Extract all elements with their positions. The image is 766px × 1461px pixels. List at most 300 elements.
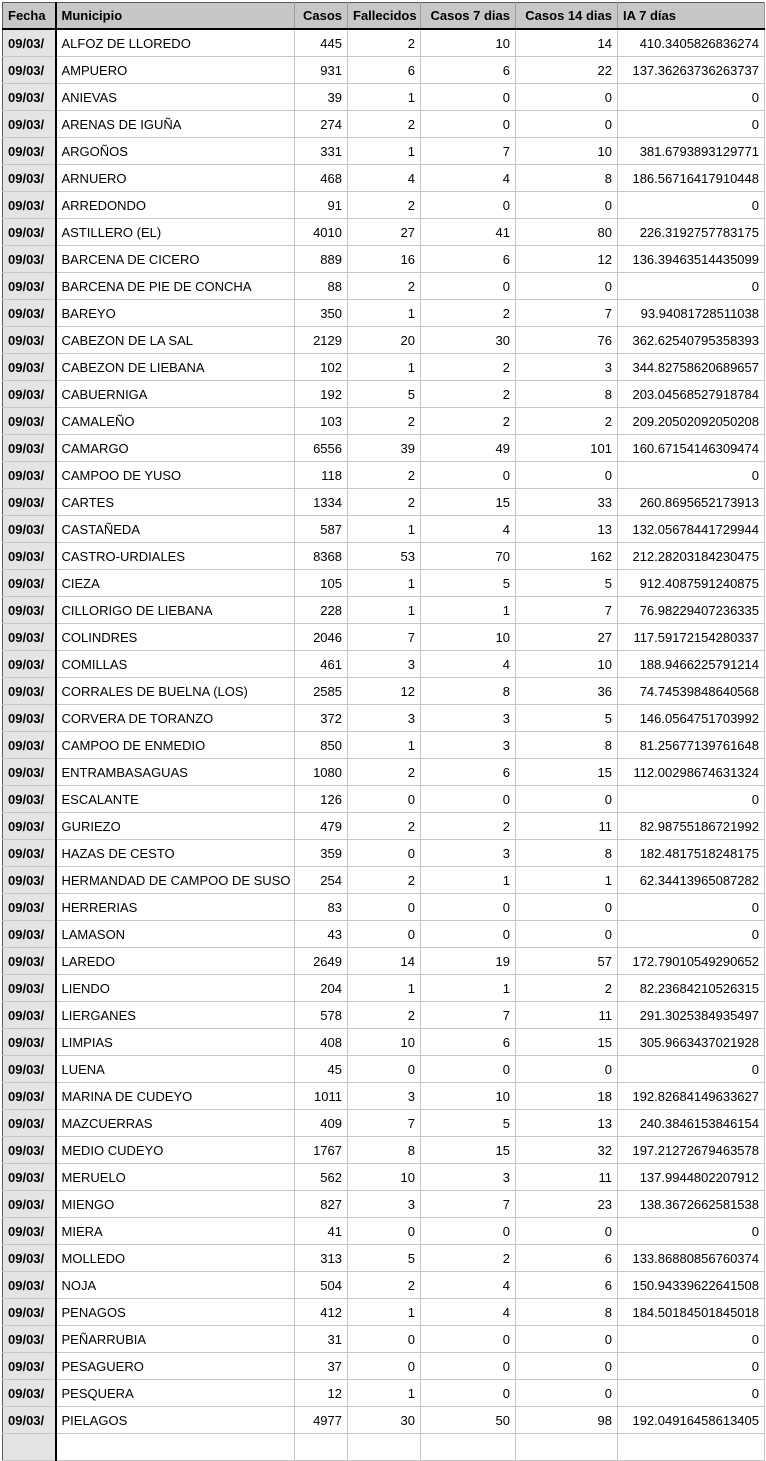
cell-municipio[interactable]: MIERA [56, 1218, 295, 1245]
cell-ia-7-dias[interactable]: 0 [618, 111, 765, 138]
cell-ia-7-dias[interactable]: 137.9944802207912 [618, 1164, 765, 1191]
cell-municipio[interactable]: HERMANDAD DE CAMPOO DE SUSO [56, 867, 295, 894]
cell-casos[interactable]: 461 [295, 651, 348, 678]
cell-fallecidos[interactable]: 0 [348, 786, 421, 813]
cell-municipio[interactable]: CASTAÑEDA [56, 516, 295, 543]
cell-casos-7-dias[interactable]: 2 [421, 408, 516, 435]
column-header-casos-14-dias[interactable]: Casos 14 dias [516, 3, 618, 30]
cell-fallecidos[interactable]: 7 [348, 624, 421, 651]
cell-casos[interactable]: 105 [295, 570, 348, 597]
column-header-ia-7-dias[interactable]: IA 7 días [618, 3, 765, 30]
cell-casos-14-dias[interactable]: 5 [516, 705, 618, 732]
cell-fallecidos[interactable]: 5 [348, 381, 421, 408]
cell-municipio[interactable]: LIMPIAS [56, 1029, 295, 1056]
cell-fallecidos[interactable]: 7 [348, 1110, 421, 1137]
cell-casos-7-dias[interactable]: 0 [421, 1056, 516, 1083]
cell-fallecidos[interactable]: 0 [348, 1326, 421, 1353]
cell-fallecidos[interactable]: 3 [348, 1191, 421, 1218]
cell-ia-7-dias[interactable]: 117.59172154280337 [618, 624, 765, 651]
cell-fecha[interactable]: 09/03/ [3, 1029, 56, 1056]
cell-fallecidos[interactable]: 0 [348, 1056, 421, 1083]
cell-casos-7-dias[interactable]: 0 [421, 273, 516, 300]
cell-casos-14-dias[interactable]: 2 [516, 975, 618, 1002]
cell-casos[interactable]: 39 [295, 84, 348, 111]
cell-casos-14-dias[interactable]: 0 [516, 894, 618, 921]
cell-fallecidos[interactable]: 6 [348, 57, 421, 84]
cell-fallecidos[interactable]: 1 [348, 354, 421, 381]
column-header-casos-7-dias[interactable]: Casos 7 dias [421, 3, 516, 30]
cell-fecha[interactable]: 09/03/ [3, 1218, 56, 1245]
cell-ia-7-dias[interactable]: 137.36263736263737 [618, 57, 765, 84]
cell-municipio[interactable]: PESQUERA [56, 1380, 295, 1407]
cell-fecha[interactable]: 09/03/ [3, 786, 56, 813]
cell-casos-7-dias[interactable]: 10 [421, 624, 516, 651]
cell-casos-14-dias[interactable]: 11 [516, 813, 618, 840]
cell-municipio[interactable]: CABUERNIGA [56, 381, 295, 408]
cell-casos-14-dias[interactable]: 3 [516, 354, 618, 381]
cell-casos-14-dias[interactable]: 15 [516, 759, 618, 786]
cell-casos[interactable]: 83 [295, 894, 348, 921]
cell-casos-7-dias[interactable]: 7 [421, 1002, 516, 1029]
cell-casos-7-dias[interactable]: 5 [421, 1110, 516, 1137]
cell-casos-14-dias[interactable]: 7 [516, 300, 618, 327]
cell-casos-7-dias[interactable]: 6 [421, 759, 516, 786]
cell-municipio[interactable]: LIENDO [56, 975, 295, 1002]
cell-municipio[interactable]: COMILLAS [56, 651, 295, 678]
cell-ia-7-dias[interactable]: 184.50184501845018 [618, 1299, 765, 1326]
cell-municipio[interactable]: ARENAS DE IGUÑA [56, 111, 295, 138]
cell-fallecidos[interactable]: 27 [348, 219, 421, 246]
cell-casos-14-dias[interactable]: 32 [516, 1137, 618, 1164]
cell-casos-7-dias[interactable]: 6 [421, 1029, 516, 1056]
cell-casos-7-dias[interactable]: 30 [421, 327, 516, 354]
cell-fallecidos[interactable]: 3 [348, 651, 421, 678]
cell-casos-14-dias[interactable]: 7 [516, 597, 618, 624]
cell-casos-7-dias[interactable]: 2 [421, 300, 516, 327]
cell-fallecidos[interactable]: 2 [348, 111, 421, 138]
cell-casos-14-dias[interactable]: 0 [516, 786, 618, 813]
cell-fecha[interactable]: 09/03/ [3, 273, 56, 300]
cell-casos-7-dias[interactable]: 4 [421, 651, 516, 678]
cell-casos-14-dias[interactable]: 5 [516, 570, 618, 597]
cell-casos-14-dias[interactable]: 11 [516, 1002, 618, 1029]
cell-fecha[interactable]: 09/03/ [3, 840, 56, 867]
cell-casos-7-dias[interactable]: 4 [421, 1272, 516, 1299]
cell-fecha[interactable]: 09/03/ [3, 597, 56, 624]
cell-casos-14-dias[interactable]: 8 [516, 381, 618, 408]
cell-casos-7-dias[interactable]: 15 [421, 1137, 516, 1164]
cell-casos[interactable]: 1011 [295, 1083, 348, 1110]
cell-fecha[interactable]: 09/03/ [3, 975, 56, 1002]
cell-casos[interactable]: 12 [295, 1380, 348, 1407]
cell-casos-14-dias[interactable]: 0 [516, 273, 618, 300]
cell-fecha[interactable]: 09/03/ [3, 1299, 56, 1326]
cell-fecha[interactable]: 09/03/ [3, 165, 56, 192]
cell-empty[interactable] [56, 1434, 295, 1461]
cell-casos-14-dias[interactable]: 6 [516, 1272, 618, 1299]
cell-empty[interactable] [618, 1434, 765, 1461]
cell-fecha[interactable]: 09/03/ [3, 29, 56, 57]
cell-municipio[interactable]: CIEZA [56, 570, 295, 597]
cell-casos[interactable]: 228 [295, 597, 348, 624]
cell-casos-14-dias[interactable]: 80 [516, 219, 618, 246]
cell-ia-7-dias[interactable]: 226.3192757783175 [618, 219, 765, 246]
cell-fecha[interactable]: 09/03/ [3, 1164, 56, 1191]
cell-casos[interactable]: 88 [295, 273, 348, 300]
cell-ia-7-dias[interactable]: 74.74539848640568 [618, 678, 765, 705]
cell-fallecidos[interactable]: 1 [348, 138, 421, 165]
cell-casos[interactable]: 850 [295, 732, 348, 759]
cell-ia-7-dias[interactable]: 0 [618, 1218, 765, 1245]
cell-fecha[interactable]: 09/03/ [3, 813, 56, 840]
cell-fecha[interactable]: 09/03/ [3, 327, 56, 354]
cell-municipio[interactable]: PESAGUERO [56, 1353, 295, 1380]
cell-ia-7-dias[interactable]: 0 [618, 894, 765, 921]
cell-casos-14-dias[interactable]: 76 [516, 327, 618, 354]
cell-ia-7-dias[interactable]: 192.04916458613405 [618, 1407, 765, 1434]
cell-ia-7-dias[interactable]: 133.86880856760374 [618, 1245, 765, 1272]
cell-casos-7-dias[interactable]: 6 [421, 57, 516, 84]
cell-municipio[interactable]: CAMPOO DE ENMEDIO [56, 732, 295, 759]
cell-casos-7-dias[interactable]: 19 [421, 948, 516, 975]
cell-ia-7-dias[interactable]: 76.98229407236335 [618, 597, 765, 624]
cell-municipio[interactable]: MIENGO [56, 1191, 295, 1218]
cell-fallecidos[interactable]: 2 [348, 489, 421, 516]
cell-ia-7-dias[interactable]: 146.0564751703992 [618, 705, 765, 732]
cell-municipio[interactable]: GURIEZO [56, 813, 295, 840]
cell-casos-14-dias[interactable]: 13 [516, 516, 618, 543]
cell-ia-7-dias[interactable]: 212.28203184230475 [618, 543, 765, 570]
cell-fallecidos[interactable]: 1 [348, 84, 421, 111]
cell-casos-7-dias[interactable]: 4 [421, 165, 516, 192]
cell-casos-7-dias[interactable]: 10 [421, 29, 516, 57]
cell-fallecidos[interactable]: 2 [348, 408, 421, 435]
cell-fecha[interactable]: 09/03/ [3, 732, 56, 759]
cell-casos-7-dias[interactable]: 0 [421, 1218, 516, 1245]
cell-ia-7-dias[interactable]: 138.3672662581538 [618, 1191, 765, 1218]
cell-fallecidos[interactable]: 0 [348, 1353, 421, 1380]
cell-casos-14-dias[interactable]: 98 [516, 1407, 618, 1434]
cell-ia-7-dias[interactable]: 182.4817518248175 [618, 840, 765, 867]
cell-fallecidos[interactable]: 8 [348, 1137, 421, 1164]
cell-fallecidos[interactable]: 1 [348, 597, 421, 624]
cell-casos-7-dias[interactable]: 1 [421, 597, 516, 624]
column-header-municipio[interactable]: Municipio [56, 3, 295, 30]
cell-fecha[interactable]: 09/03/ [3, 489, 56, 516]
cell-casos[interactable]: 1080 [295, 759, 348, 786]
cell-municipio[interactable]: BAREYO [56, 300, 295, 327]
cell-fecha[interactable]: 09/03/ [3, 705, 56, 732]
cell-fecha[interactable]: 09/03/ [3, 57, 56, 84]
cell-fecha[interactable]: 09/03/ [3, 381, 56, 408]
cell-fecha[interactable]: 09/03/ [3, 435, 56, 462]
cell-casos[interactable]: 359 [295, 840, 348, 867]
cell-ia-7-dias[interactable]: 81.25677139761648 [618, 732, 765, 759]
cell-casos[interactable]: 445 [295, 29, 348, 57]
cell-municipio[interactable]: ASTILLERO (EL) [56, 219, 295, 246]
cell-casos[interactable]: 562 [295, 1164, 348, 1191]
cell-casos-7-dias[interactable]: 2 [421, 1245, 516, 1272]
cell-municipio[interactable]: CABEZON DE LA SAL [56, 327, 295, 354]
cell-municipio[interactable]: PEÑARRUBIA [56, 1326, 295, 1353]
cell-casos[interactable]: 102 [295, 354, 348, 381]
cell-municipio[interactable]: CARTES [56, 489, 295, 516]
cell-ia-7-dias[interactable]: 82.23684210526315 [618, 975, 765, 1002]
cell-casos[interactable]: 41 [295, 1218, 348, 1245]
cell-ia-7-dias[interactable]: 0 [618, 1326, 765, 1353]
cell-casos[interactable]: 8368 [295, 543, 348, 570]
cell-fecha[interactable]: 09/03/ [3, 1353, 56, 1380]
cell-fallecidos[interactable]: 2 [348, 867, 421, 894]
cell-casos-7-dias[interactable]: 1 [421, 867, 516, 894]
cell-municipio[interactable]: ANIEVAS [56, 84, 295, 111]
cell-casos-14-dias[interactable]: 15 [516, 1029, 618, 1056]
cell-ia-7-dias[interactable]: 0 [618, 192, 765, 219]
cell-casos-14-dias[interactable]: 0 [516, 921, 618, 948]
cell-casos-14-dias[interactable]: 162 [516, 543, 618, 570]
cell-casos-14-dias[interactable]: 11 [516, 1164, 618, 1191]
cell-municipio[interactable]: ENTRAMBASAGUAS [56, 759, 295, 786]
cell-casos-7-dias[interactable]: 0 [421, 84, 516, 111]
cell-fallecidos[interactable]: 2 [348, 273, 421, 300]
cell-casos[interactable]: 254 [295, 867, 348, 894]
cell-casos-7-dias[interactable]: 3 [421, 1164, 516, 1191]
cell-casos-7-dias[interactable]: 0 [421, 894, 516, 921]
cell-ia-7-dias[interactable]: 0 [618, 273, 765, 300]
cell-casos-14-dias[interactable]: 36 [516, 678, 618, 705]
cell-municipio[interactable]: BARCENA DE PIE DE CONCHA [56, 273, 295, 300]
cell-fecha[interactable]: 09/03/ [3, 867, 56, 894]
cell-municipio[interactable]: NOJA [56, 1272, 295, 1299]
cell-fecha[interactable]: 09/03/ [3, 246, 56, 273]
cell-municipio[interactable]: PIELAGOS [56, 1407, 295, 1434]
cell-casos-14-dias[interactable]: 0 [516, 462, 618, 489]
cell-casos-7-dias[interactable]: 7 [421, 1191, 516, 1218]
cell-ia-7-dias[interactable]: 188.9466225791214 [618, 651, 765, 678]
cell-municipio[interactable]: CORVERA DE TORANZO [56, 705, 295, 732]
cell-municipio[interactable]: CAMALEÑO [56, 408, 295, 435]
cell-ia-7-dias[interactable]: 0 [618, 1353, 765, 1380]
cell-ia-7-dias[interactable]: 344.82758620689657 [618, 354, 765, 381]
cell-ia-7-dias[interactable]: 136.39463514435099 [618, 246, 765, 273]
cell-empty[interactable] [516, 1434, 618, 1461]
cell-casos-14-dias[interactable]: 2 [516, 408, 618, 435]
cell-casos-14-dias[interactable]: 0 [516, 192, 618, 219]
cell-fecha[interactable]: 09/03/ [3, 516, 56, 543]
cell-casos-14-dias[interactable]: 57 [516, 948, 618, 975]
cell-ia-7-dias[interactable]: 112.00298674631324 [618, 759, 765, 786]
cell-casos-14-dias[interactable]: 23 [516, 1191, 618, 1218]
cell-casos-14-dias[interactable]: 22 [516, 57, 618, 84]
cell-casos-14-dias[interactable]: 10 [516, 138, 618, 165]
cell-municipio[interactable]: CILLORIGO DE LIEBANA [56, 597, 295, 624]
cell-ia-7-dias[interactable]: 381.6793893129771 [618, 138, 765, 165]
cell-fallecidos[interactable]: 12 [348, 678, 421, 705]
cell-fecha[interactable]: 09/03/ [3, 300, 56, 327]
cell-fallecidos[interactable]: 2 [348, 192, 421, 219]
cell-casos-7-dias[interactable]: 0 [421, 111, 516, 138]
cell-fecha[interactable]: 09/03/ [3, 138, 56, 165]
cell-ia-7-dias[interactable]: 132.05678441729944 [618, 516, 765, 543]
cell-casos-7-dias[interactable]: 0 [421, 1353, 516, 1380]
cell-casos-7-dias[interactable]: 0 [421, 462, 516, 489]
cell-empty[interactable] [421, 1434, 516, 1461]
cell-municipio[interactable]: MAZCUERRAS [56, 1110, 295, 1137]
cell-casos[interactable]: 37 [295, 1353, 348, 1380]
cell-fecha[interactable]: 09/03/ [3, 921, 56, 948]
cell-casos-14-dias[interactable]: 33 [516, 489, 618, 516]
cell-casos-14-dias[interactable]: 8 [516, 1299, 618, 1326]
cell-casos[interactable]: 931 [295, 57, 348, 84]
cell-casos[interactable]: 372 [295, 705, 348, 732]
cell-fecha[interactable]: 09/03/ [3, 1380, 56, 1407]
cell-fallecidos[interactable]: 4 [348, 165, 421, 192]
cell-fecha[interactable]: 09/03/ [3, 192, 56, 219]
cell-casos-7-dias[interactable]: 0 [421, 192, 516, 219]
cell-ia-7-dias[interactable]: 260.8695652173913 [618, 489, 765, 516]
cell-ia-7-dias[interactable]: 0 [618, 84, 765, 111]
cell-casos-7-dias[interactable]: 2 [421, 354, 516, 381]
cell-empty[interactable] [348, 1434, 421, 1461]
cell-casos[interactable]: 4977 [295, 1407, 348, 1434]
cell-fecha[interactable]: 09/03/ [3, 759, 56, 786]
cell-municipio[interactable]: MERUELO [56, 1164, 295, 1191]
cell-casos-14-dias[interactable]: 14 [516, 29, 618, 57]
cell-casos-14-dias[interactable]: 8 [516, 165, 618, 192]
cell-ia-7-dias[interactable]: 62.34413965087282 [618, 867, 765, 894]
cell-fallecidos[interactable]: 14 [348, 948, 421, 975]
cell-fallecidos[interactable]: 2 [348, 1272, 421, 1299]
cell-ia-7-dias[interactable]: 291.3025384935497 [618, 1002, 765, 1029]
cell-ia-7-dias[interactable]: 150.94339622641508 [618, 1272, 765, 1299]
cell-fecha[interactable] [3, 1434, 56, 1461]
cell-fecha[interactable]: 09/03/ [3, 1137, 56, 1164]
cell-fallecidos[interactable]: 3 [348, 1083, 421, 1110]
cell-municipio[interactable]: BARCENA DE CICERO [56, 246, 295, 273]
cell-casos-7-dias[interactable]: 8 [421, 678, 516, 705]
cell-casos[interactable]: 479 [295, 813, 348, 840]
cell-municipio[interactable]: MARINA DE CUDEYO [56, 1083, 295, 1110]
cell-fallecidos[interactable]: 2 [348, 813, 421, 840]
cell-municipio[interactable]: ARNUERO [56, 165, 295, 192]
cell-casos-7-dias[interactable]: 2 [421, 813, 516, 840]
cell-ia-7-dias[interactable]: 0 [618, 786, 765, 813]
cell-municipio[interactable]: CAMARGO [56, 435, 295, 462]
cell-fecha[interactable]: 09/03/ [3, 1326, 56, 1353]
cell-casos[interactable]: 192 [295, 381, 348, 408]
column-header-fallecidos[interactable]: Fallecidos [348, 3, 421, 30]
cell-casos-14-dias[interactable]: 0 [516, 1380, 618, 1407]
cell-fallecidos[interactable]: 20 [348, 327, 421, 354]
cell-casos[interactable]: 103 [295, 408, 348, 435]
cell-casos-7-dias[interactable]: 15 [421, 489, 516, 516]
cell-casos-7-dias[interactable]: 4 [421, 516, 516, 543]
cell-casos-14-dias[interactable]: 8 [516, 732, 618, 759]
cell-fecha[interactable]: 09/03/ [3, 1245, 56, 1272]
cell-casos[interactable]: 408 [295, 1029, 348, 1056]
cell-casos[interactable]: 412 [295, 1299, 348, 1326]
cell-casos-14-dias[interactable]: 13 [516, 1110, 618, 1137]
cell-fecha[interactable]: 09/03/ [3, 1110, 56, 1137]
cell-casos-7-dias[interactable]: 0 [421, 1380, 516, 1407]
cell-casos[interactable]: 889 [295, 246, 348, 273]
cell-fecha[interactable]: 09/03/ [3, 1083, 56, 1110]
cell-fallecidos[interactable]: 30 [348, 1407, 421, 1434]
cell-empty[interactable] [295, 1434, 348, 1461]
cell-fallecidos[interactable]: 1 [348, 975, 421, 1002]
cell-fallecidos[interactable]: 0 [348, 894, 421, 921]
cell-fecha[interactable]: 09/03/ [3, 1407, 56, 1434]
cell-casos-14-dias[interactable]: 12 [516, 246, 618, 273]
cell-casos[interactable]: 6556 [295, 435, 348, 462]
cell-ia-7-dias[interactable]: 82.98755186721992 [618, 813, 765, 840]
cell-casos-14-dias[interactable]: 6 [516, 1245, 618, 1272]
cell-casos-14-dias[interactable]: 1 [516, 867, 618, 894]
cell-municipio[interactable]: AMPUERO [56, 57, 295, 84]
column-header-fecha[interactable]: Fecha [3, 3, 56, 30]
cell-ia-7-dias[interactable]: 912.4087591240875 [618, 570, 765, 597]
cell-municipio[interactable]: CAMPOO DE YUSO [56, 462, 295, 489]
cell-fallecidos[interactable]: 0 [348, 1218, 421, 1245]
cell-fallecidos[interactable]: 2 [348, 29, 421, 57]
cell-ia-7-dias[interactable]: 197.21272679463578 [618, 1137, 765, 1164]
cell-fecha[interactable]: 09/03/ [3, 543, 56, 570]
cell-fallecidos[interactable]: 10 [348, 1164, 421, 1191]
cell-casos[interactable]: 91 [295, 192, 348, 219]
cell-fecha[interactable]: 09/03/ [3, 219, 56, 246]
cell-ia-7-dias[interactable]: 410.3405826836274 [618, 29, 765, 57]
cell-casos-14-dias[interactable]: 8 [516, 840, 618, 867]
cell-casos-14-dias[interactable]: 0 [516, 1056, 618, 1083]
cell-casos-14-dias[interactable]: 0 [516, 111, 618, 138]
cell-casos[interactable]: 204 [295, 975, 348, 1002]
cell-fallecidos[interactable]: 1 [348, 570, 421, 597]
cell-casos[interactable]: 2046 [295, 624, 348, 651]
cell-casos[interactable]: 1767 [295, 1137, 348, 1164]
cell-casos[interactable]: 43 [295, 921, 348, 948]
cell-casos[interactable]: 468 [295, 165, 348, 192]
cell-casos[interactable]: 126 [295, 786, 348, 813]
cell-casos[interactable]: 45 [295, 1056, 348, 1083]
cell-fecha[interactable]: 09/03/ [3, 948, 56, 975]
cell-fallecidos[interactable]: 2 [348, 1002, 421, 1029]
cell-casos-14-dias[interactable]: 18 [516, 1083, 618, 1110]
cell-ia-7-dias[interactable]: 93.94081728511038 [618, 300, 765, 327]
cell-ia-7-dias[interactable]: 160.67154146309474 [618, 435, 765, 462]
cell-municipio[interactable]: CASTRO-URDIALES [56, 543, 295, 570]
cell-municipio[interactable]: PENAGOS [56, 1299, 295, 1326]
cell-casos[interactable]: 313 [295, 1245, 348, 1272]
cell-fecha[interactable]: 09/03/ [3, 624, 56, 651]
cell-fallecidos[interactable]: 1 [348, 516, 421, 543]
cell-casos-14-dias[interactable]: 27 [516, 624, 618, 651]
cell-casos-7-dias[interactable]: 50 [421, 1407, 516, 1434]
cell-casos-14-dias[interactable]: 0 [516, 1353, 618, 1380]
cell-ia-7-dias[interactable]: 172.79010549290652 [618, 948, 765, 975]
cell-fecha[interactable]: 09/03/ [3, 1191, 56, 1218]
cell-fecha[interactable]: 09/03/ [3, 1056, 56, 1083]
cell-municipio[interactable]: LUENA [56, 1056, 295, 1083]
cell-casos[interactable]: 2649 [295, 948, 348, 975]
cell-casos-7-dias[interactable]: 4 [421, 1299, 516, 1326]
cell-fecha[interactable]: 09/03/ [3, 408, 56, 435]
cell-casos-7-dias[interactable]: 7 [421, 138, 516, 165]
cell-casos-14-dias[interactable]: 101 [516, 435, 618, 462]
cell-casos[interactable]: 331 [295, 138, 348, 165]
cell-ia-7-dias[interactable]: 240.3846153846154 [618, 1110, 765, 1137]
cell-casos[interactable]: 118 [295, 462, 348, 489]
cell-casos[interactable]: 1334 [295, 489, 348, 516]
